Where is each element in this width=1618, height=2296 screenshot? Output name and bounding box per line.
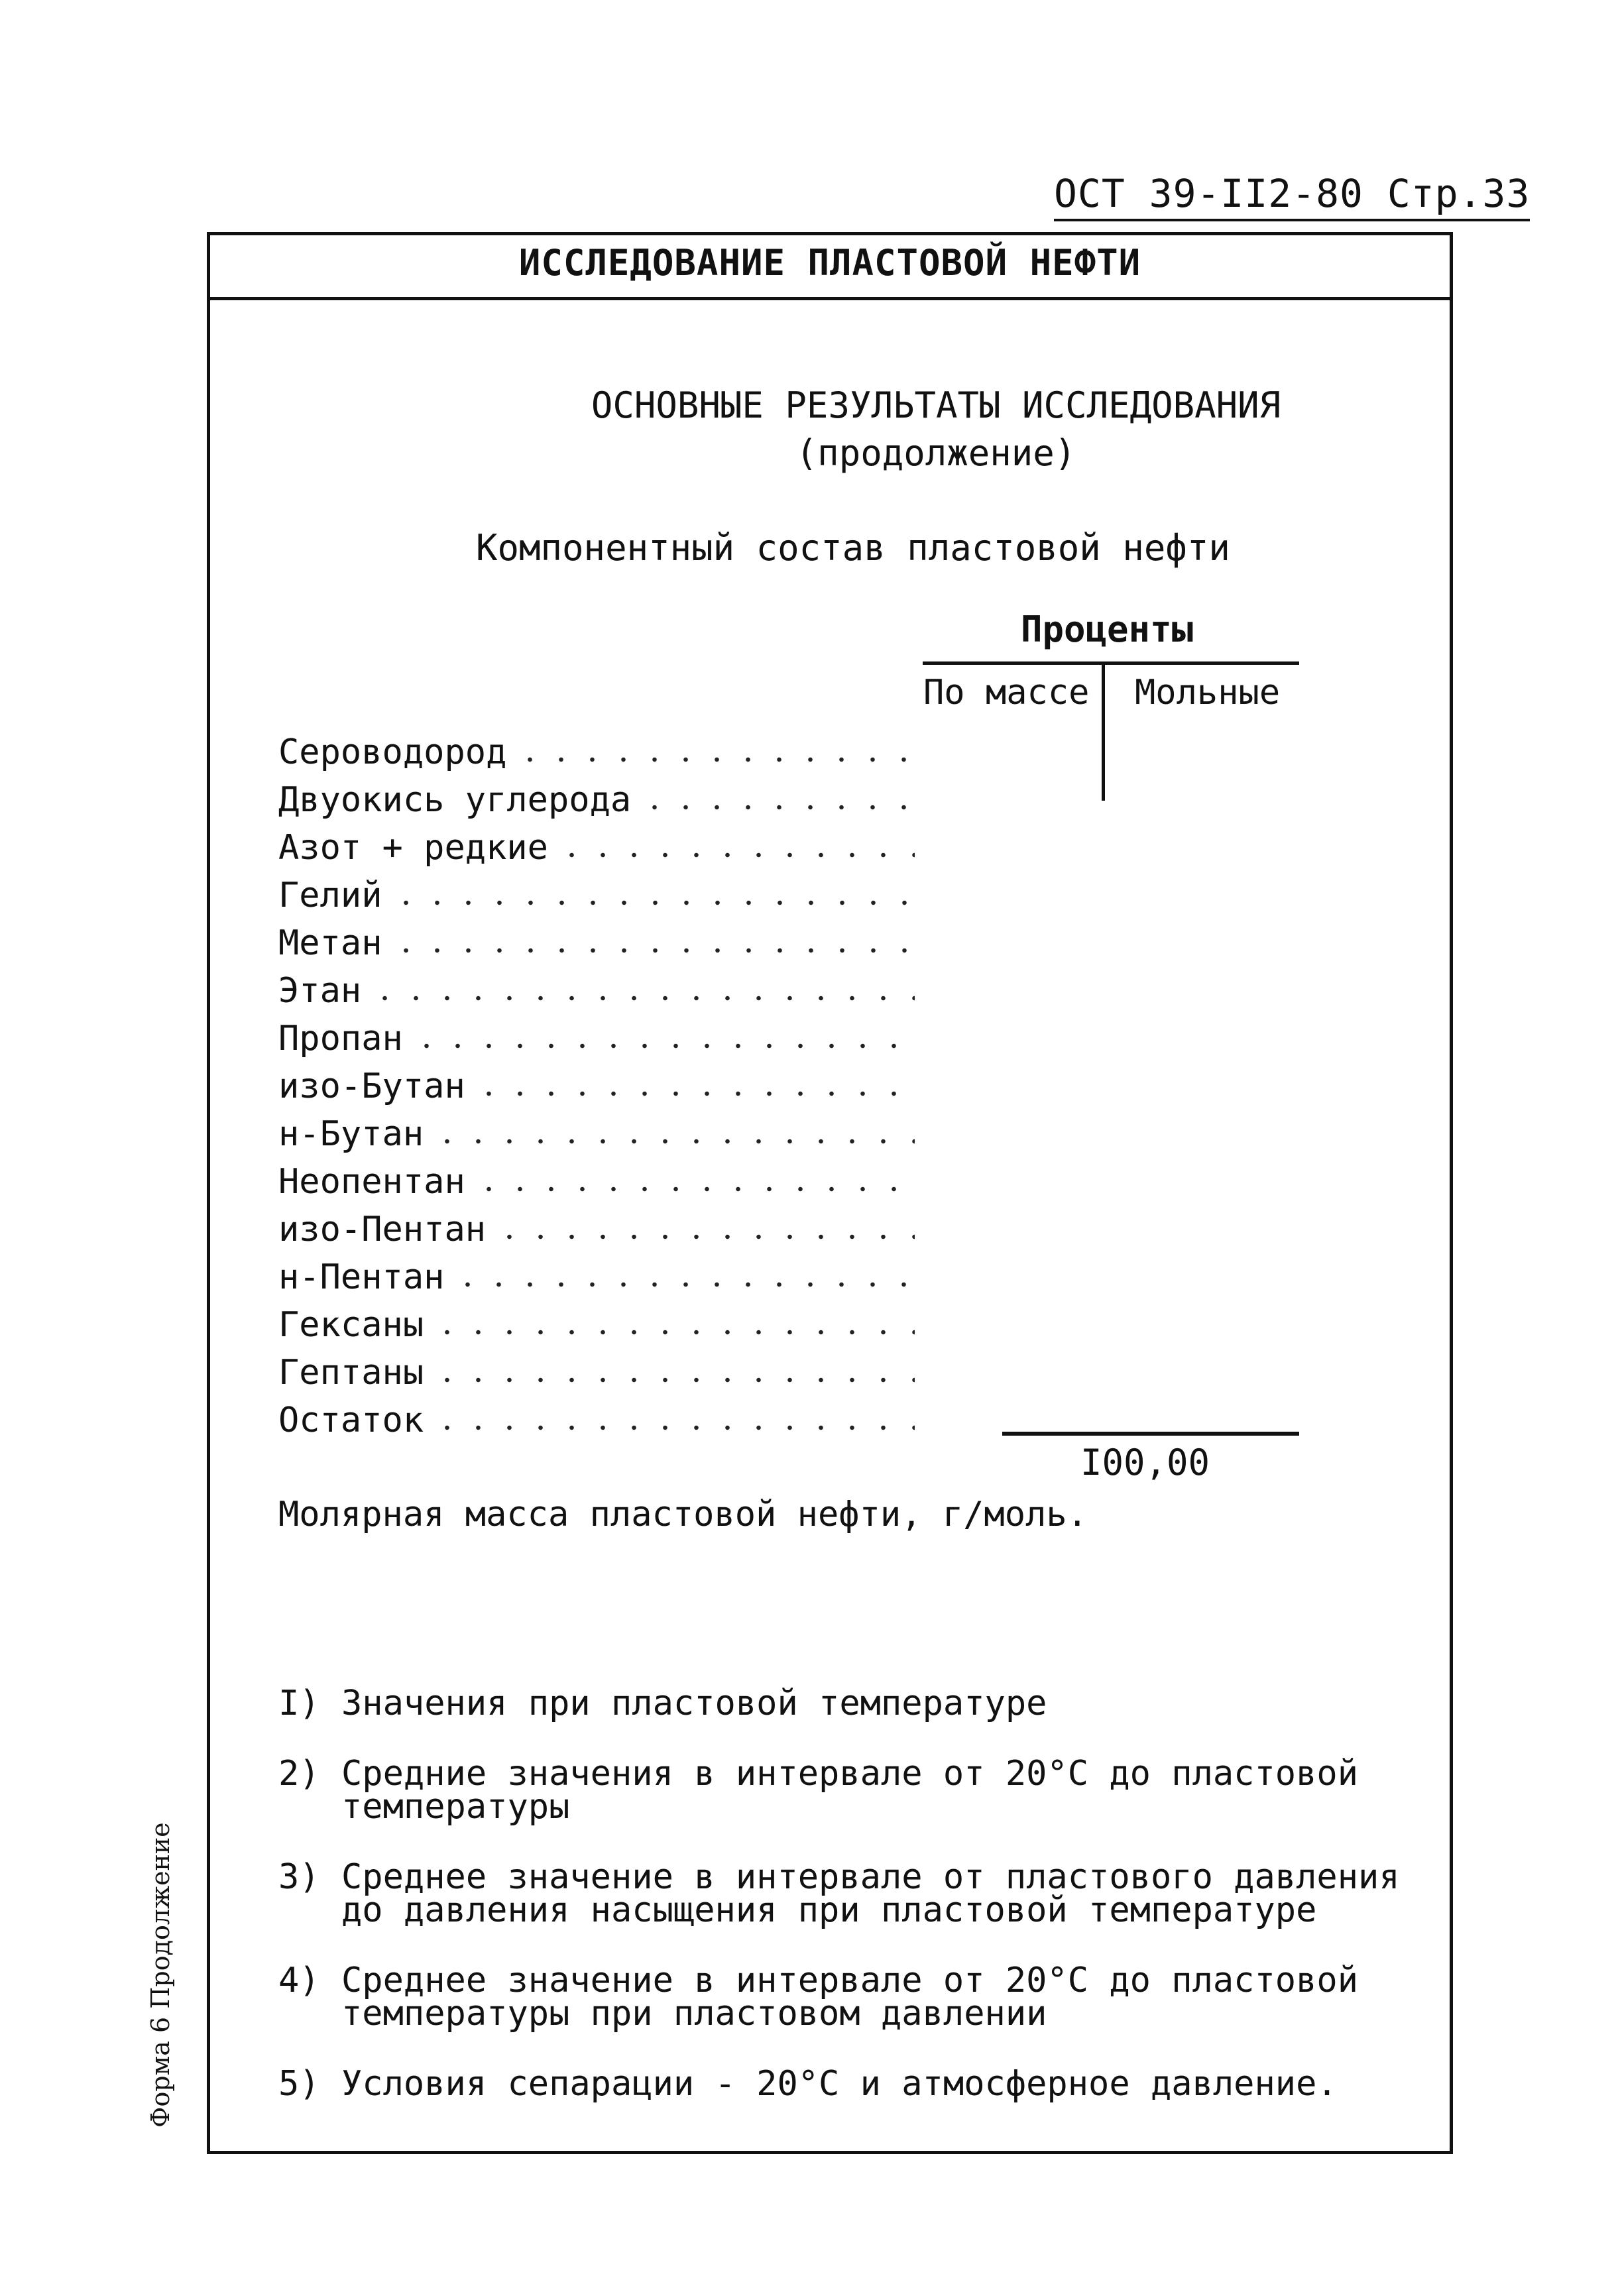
dot-leader bbox=[473, 1185, 915, 1193]
footnote-number: 3) bbox=[278, 1857, 320, 1897]
component-name: Остаток bbox=[278, 1401, 424, 1440]
component-name: н-Бутан bbox=[278, 1114, 424, 1154]
component-row bbox=[278, 923, 915, 971]
document-code: ОСТ 39-II2-80 Стр.33 bbox=[1054, 171, 1530, 221]
footnote-text: Условия сепарации - 20°С и атмосферное давление. bbox=[341, 2064, 1338, 2104]
footnote-number: I) bbox=[278, 1684, 320, 1723]
component-row bbox=[278, 971, 915, 1019]
component-name: Гептаны bbox=[278, 1353, 424, 1393]
component-name: Неопентан bbox=[278, 1162, 465, 1202]
dot-leader bbox=[390, 899, 915, 907]
footnote bbox=[278, 2064, 1418, 2104]
column-header-molar: Мольные bbox=[1135, 673, 1281, 713]
component-row bbox=[278, 1305, 915, 1353]
component-name: Двуокись углерода bbox=[278, 780, 632, 820]
component-row bbox=[278, 780, 915, 828]
total-value: I00,00 bbox=[1080, 1442, 1210, 1483]
dot-leader bbox=[411, 1042, 915, 1050]
component-row bbox=[278, 828, 915, 876]
footnote-text: Среднее значение в интервале от пластового давления до давления насыщения при пластовой температуре bbox=[341, 1857, 1400, 1930]
component-row bbox=[278, 1210, 915, 1257]
footnotes bbox=[278, 1684, 1418, 2138]
component-row bbox=[278, 732, 915, 780]
section-title: Компонентный состав пластовой нефти bbox=[476, 527, 1230, 569]
frame-title: ИССЛЕДОВАНИЕ ПЛАСТОВОЙ НЕФТИ bbox=[518, 242, 1141, 284]
component-name: н-Пентан bbox=[278, 1257, 445, 1297]
page-subheading: (продолжение) bbox=[795, 432, 1076, 474]
frame-header-divider bbox=[207, 297, 1453, 300]
component-row bbox=[278, 1066, 915, 1114]
component-name: Гексаны bbox=[278, 1305, 424, 1345]
page-heading: ОСНОВНЫЕ РЕЗУЛЬТАТЫ ИССЛЕДОВАНИЯ bbox=[591, 384, 1281, 426]
dot-leader bbox=[369, 994, 915, 1002]
component-row bbox=[278, 1162, 915, 1210]
dot-leader bbox=[556, 851, 915, 859]
dot-leader bbox=[432, 1137, 915, 1145]
footnote bbox=[278, 1684, 1418, 1723]
dot-leader bbox=[514, 756, 915, 764]
footnote-number: 2) bbox=[278, 1754, 320, 1794]
footnote-number: 5) bbox=[278, 2064, 320, 2104]
percent-group-header: Проценты bbox=[1021, 608, 1194, 650]
column-header-mass: По массе bbox=[923, 673, 1090, 713]
component-row bbox=[278, 1401, 915, 1448]
footnote bbox=[278, 1857, 1418, 1930]
dot-leader bbox=[432, 1376, 915, 1384]
dot-leader bbox=[639, 803, 915, 811]
component-row bbox=[278, 876, 915, 923]
component-name: Метан bbox=[278, 923, 382, 963]
component-name: Азот + редкие bbox=[278, 828, 548, 868]
component-row bbox=[278, 1019, 915, 1066]
component-name: Сероводород bbox=[278, 732, 507, 772]
component-row bbox=[278, 1257, 915, 1305]
footnote bbox=[278, 1961, 1418, 2034]
dot-leader bbox=[494, 1233, 915, 1241]
percent-header-line bbox=[923, 661, 1299, 665]
dot-leader bbox=[432, 1328, 915, 1336]
molar-mass-label: Молярная масса пластовой нефти, г/моль. bbox=[278, 1495, 1088, 1534]
total-underline bbox=[1002, 1432, 1299, 1436]
dot-leader bbox=[432, 1424, 915, 1432]
component-row bbox=[278, 1353, 915, 1401]
component-name: Гелий bbox=[278, 876, 382, 915]
footnote-text: Среднее значение в интервале от 20°С до пластовой температуры при пластовом давлении bbox=[341, 1961, 1359, 2034]
component-name: изо-Пентан bbox=[278, 1210, 487, 1249]
footnote bbox=[278, 1754, 1418, 1827]
dot-leader bbox=[452, 1281, 915, 1289]
footnote-number: 4) bbox=[278, 1961, 320, 2000]
component-name: Пропан bbox=[278, 1019, 403, 1059]
footnote-text: Средние значения в интервале от 20°С до пластовой температуры bbox=[341, 1754, 1359, 1827]
footnote-text: Значения при пластовой температуре bbox=[341, 1684, 1047, 1723]
component-row bbox=[278, 1114, 915, 1162]
dot-leader bbox=[473, 1090, 915, 1098]
component-name: изо-Бутан bbox=[278, 1066, 465, 1106]
dot-leader bbox=[390, 947, 915, 954]
component-list bbox=[278, 732, 915, 1448]
column-divider bbox=[1102, 661, 1105, 801]
form-side-label: Форма 6 Продолжение bbox=[146, 1822, 175, 2128]
component-name: Этан bbox=[278, 971, 362, 1011]
